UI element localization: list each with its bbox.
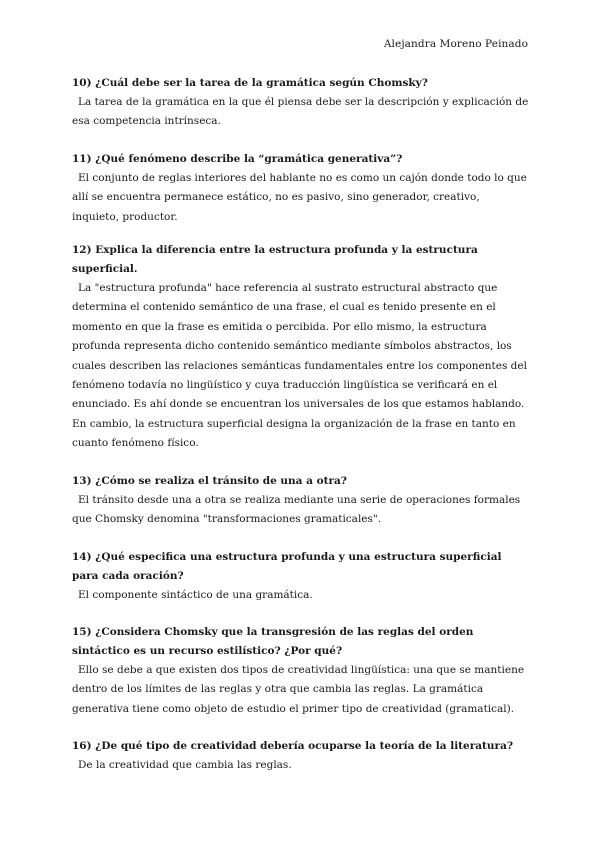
answer-12: La "estructura profunda" hace referencia al sustrato estructural abstracto que determina el contenido semántico de una frase, el cual es tenido presente en el momento en que la frase es emitida o percibida. Por ello mismo, la estructura profunda representa dicho contenido semántico mediante símbolos abstractos, los cuales describen las relaciones semánticas fundamentales entre los componentes del fenómeno todavía no lingüístico y cuya traducción lingüística se verificará en el enunciado. Es ahí donde se encuentran los universales de los que estamos hablando. En cambio, la estructura superficial designa la organización de la frase en tanto en cuanto fenómeno físico.	[72, 282, 527, 450]
question-10: 10) ¿Cuál debe ser la tarea de la gramática según Chomsky?	[72, 77, 428, 89]
question-12: 12) Explica la diferencia entre la estructura profunda y la estructura superficial.	[72, 244, 478, 276]
author-name: Alejandra Moreno Peinado	[383, 38, 528, 50]
answer-16: De la creatividad que cambia las reglas.	[78, 759, 292, 772]
qa-item-16	[72, 737, 530, 775]
qa-item-15	[72, 623, 530, 719]
answer-13: El tránsito desde una a otra se realiza mediante una serie de operaciones formales que Chomsky denomina "transformaciones gramaticales".	[72, 493, 521, 526]
answer-15: Ello se debe a que existen dos tipos de creatividad lingüística: una que se mantiene dentro de los límites de las reglas y otra que cambia las reglas. La gramática generativa tiene como objeto de estudio el primer tipo de creatividad (gramatical).	[72, 663, 525, 715]
qa-item-13	[72, 472, 530, 530]
qa-item-12	[72, 241, 530, 454]
answer-14: El componente sintáctico de una gramática.	[78, 588, 313, 601]
qa-item-14	[72, 548, 530, 605]
qa-item-11	[72, 150, 530, 227]
document-body	[72, 74, 530, 776]
question-13: 13) ¿Cómo se realiza el tránsito de una a otra?	[72, 474, 347, 487]
answer-10: La tarea de la gramática en la que él piensa debe ser la descripción y explicación de esa competencia intrínseca.	[72, 96, 529, 128]
answer-11: El conjunto de reglas interiores del hablante no es como un cajón donde todo lo que allí se encuentra permanece estático, no es pasivo, sino generador, creativo, inquieto, productor.	[72, 171, 527, 223]
question-14: 14) ¿Qué especifica una estructura profunda y una estructura superficial para cada oración?	[72, 550, 502, 582]
qa-item-10	[72, 74, 530, 132]
question-11: 11) ¿Qué fenómeno describe la “gramática generativa”?	[72, 152, 403, 165]
question-16: 16) ¿De qué tipo de creatividad debería ocuparse la teoría de la literatura?	[72, 740, 514, 753]
question-15: 15) ¿Considera Chomsky que la transgresión de las reglas del orden sintáctico es un recurso estilístico? ¿Por qué?	[72, 625, 474, 657]
